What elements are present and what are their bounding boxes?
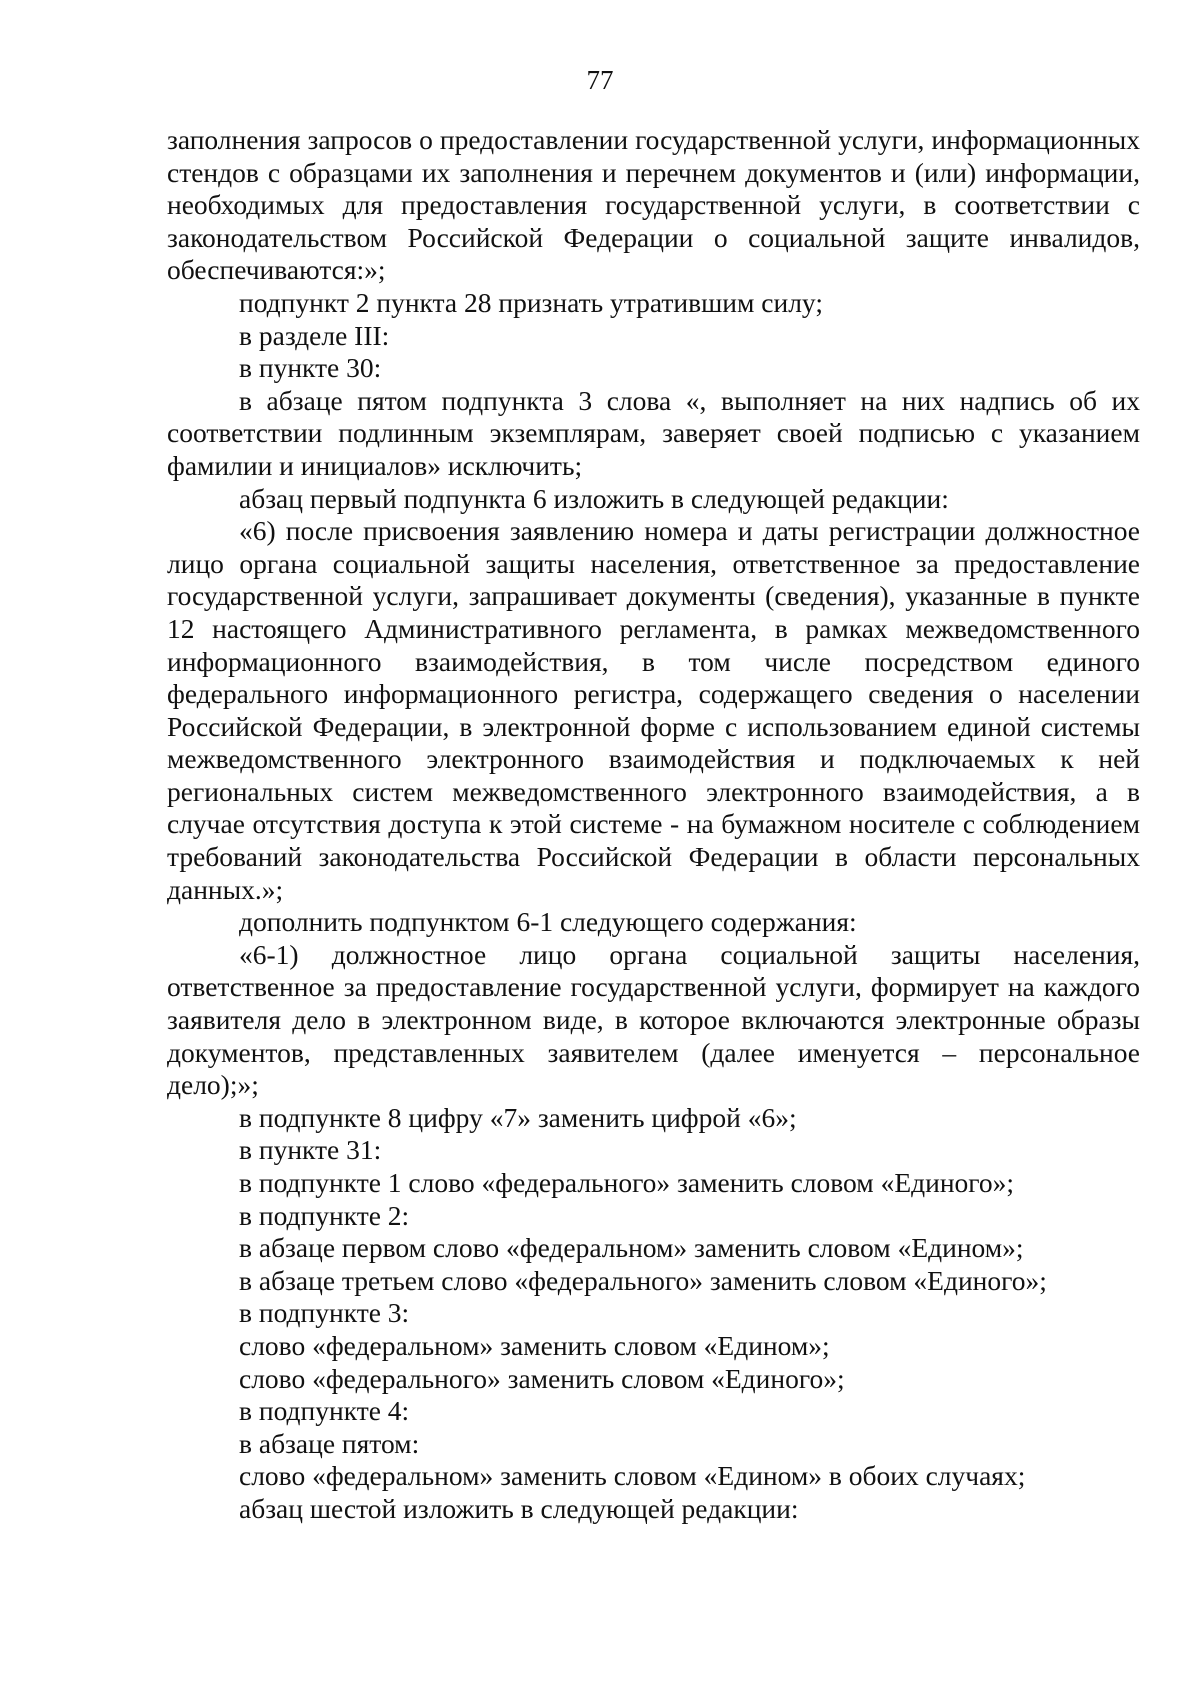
paragraph: слово «федеральном» заменить словом «Едином»; <box>239 1329 830 1361</box>
paragraph: в пункте 30: <box>239 352 382 384</box>
document-body <box>167 124 1140 1526</box>
paragraph: слово «федерального» заменить словом «Единого»; <box>239 1362 845 1394</box>
paragraph: абзац первый подпункта 6 изложить в следующей редакции: <box>239 482 949 514</box>
paragraph: в подпункте 2: <box>239 1199 410 1231</box>
paragraph: в абзаце пятом: <box>239 1427 420 1459</box>
paragraph: подпункт 2 пункта 28 признать утратившим силу; <box>239 286 823 318</box>
page-number: 77 <box>586 65 614 95</box>
paragraph: в подпункте 1 слово «федерального» заменить словом «Единого»; <box>239 1167 1015 1198</box>
paragraph: абзац шестой изложить в следующей редакции: <box>239 1492 799 1524</box>
paragraph: в абзаце пятом подпункта 3 слова «, выполняет на них надпись об их соответствии подлинным экземплярам, заверяет своей подписью с указанием фамилии и инициалов» исключить; <box>167 384 1140 481</box>
paragraph: слово «федеральном» заменить словом «Едином» в обоих случаях; <box>239 1460 1026 1492</box>
paragraph: в подпункте 8 цифру «7» заменить цифрой «6»; <box>239 1101 797 1133</box>
paragraph: в абзаце первом слово «федеральном» заменить словом «Едином»; <box>239 1232 1024 1264</box>
paragraph: заполнения запросов о предоставлении государственной услуги, информационных стендов с образцами их заполнения и перечнем документов и (или) информации, необходимых для предоставления государственной услуги, в соответствии с законодательством Российской Федерации о социальной защите инвалидов, обеспечиваются:»; <box>167 124 1140 286</box>
paragraph: в пункте 31: <box>239 1134 382 1166</box>
paragraph: «6-1) должностное лицо органа социальной защиты населения, ответственное за предоставление государственной услуги, формирует на каждого заявителя дело в электронном виде, в которое включаются электронные образы документов, представленных заявителем (далее именуется – персональное дело);»; <box>167 938 1140 1101</box>
paragraph: в подпункте 3: <box>239 1297 410 1329</box>
paragraph: в разделе III: <box>239 319 390 351</box>
paragraph: дополнить подпунктом 6-1 следующего содержания: <box>239 906 857 938</box>
paragraph: в подпункте 4: <box>239 1395 410 1427</box>
paragraph: в абзаце третьем слово «федерального» заменить словом «Единого»; <box>239 1264 1047 1296</box>
paragraph: «6) после присвоения заявлению номера и даты регистрации должностное лицо органа социальной защиты населения, ответственное за предоставление государственной услуги, запрашивает документы (сведения), указанные в пункте 12 настоящего Административного регламента, в рамках межведомственного информационного взаимодействия, в том числе посредством единого федерального информационного регистра, содержащего сведения о населении Российской Федерации, в электронной форме с использованием единой системы межведомственного электронного взаимодействия и подключаемых к ней региональных систем межведомственного электронного взаимодействия, а в случае отсутствия доступа к этой системе - на бумажном носителе с соблюдением требований законодательства Российской Федерации в области персональных данных.»; <box>167 515 1140 905</box>
